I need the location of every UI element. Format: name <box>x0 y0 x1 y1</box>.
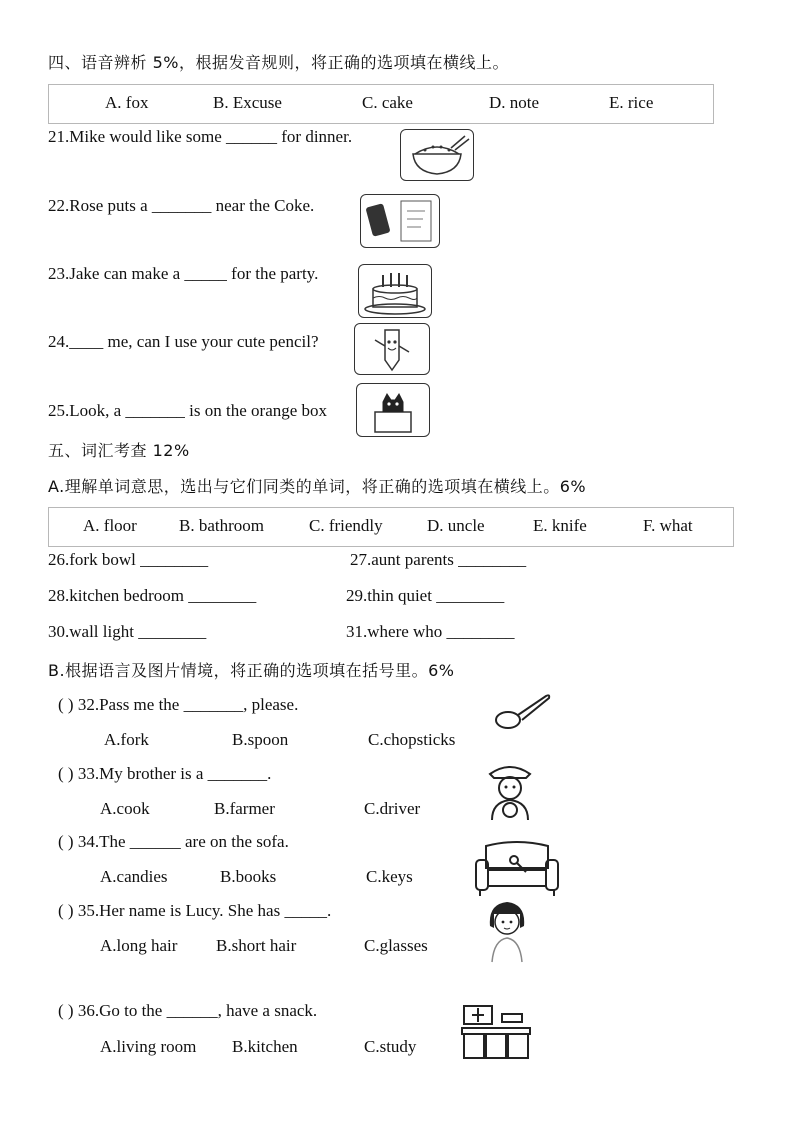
question-21: 21.Mike would like some ______ for dinner. <box>48 127 353 146</box>
item-27: 27.aunt parents ________ <box>350 550 527 569</box>
choice-33-b: B.farmer <box>214 799 275 818</box>
question-22: 22.Rose puts a _______ near the Coke. <box>48 196 315 215</box>
fox-on-box-icon <box>356 383 430 437</box>
section5-options-box <box>48 507 734 547</box>
choice-34-c: C.keys <box>366 867 413 886</box>
pencil-character-icon <box>354 323 430 375</box>
option-f: F. what <box>643 516 693 535</box>
option-d: D. uncle <box>427 516 485 535</box>
option-a: A. floor <box>83 516 137 535</box>
question-25: 25.Look, a _______ is on the orange box <box>48 401 328 420</box>
choice-34-b: B.books <box>220 867 277 886</box>
driver-icon <box>482 760 538 822</box>
option-c: C. friendly <box>309 516 383 535</box>
option-b: B. bathroom <box>179 516 264 535</box>
option-a: A. fox <box>105 93 149 112</box>
section4-options-box <box>48 84 714 124</box>
item-31: 31.where who ________ <box>346 622 515 641</box>
choice-36-a: A.living room <box>100 1037 197 1056</box>
section4-heading: 四、语音辨析 5%，根据发音规则，将正确的选项填在横线上。 <box>48 53 509 72</box>
choice-34-a: A.candies <box>100 867 168 886</box>
question-32: ( ) 32.Pass me the _______, please. <box>58 695 299 714</box>
option-b: B. Excuse <box>213 93 282 112</box>
kitchen-icon <box>460 1002 532 1060</box>
choice-35-a: A.long hair <box>100 936 178 955</box>
question-23: 23.Jake can make a _____ for the party. <box>48 264 319 283</box>
choice-36-c: C.study <box>364 1037 417 1056</box>
cake-icon <box>358 264 432 318</box>
note-icon <box>360 194 440 248</box>
choice-33-a: A.cook <box>100 799 150 818</box>
section5-parta-heading: A.理解单词意思，选出与它们同类的单词，将正确的选项填在横线上。6% <box>48 477 587 496</box>
question-33: ( ) 33.My brother is a _______. <box>58 764 272 783</box>
question-34: ( ) 34.The ______ are on the sofa. <box>58 832 289 851</box>
question-35: ( ) 35.Her name is Lucy. She has _____. <box>58 901 332 920</box>
rice-bowl-icon <box>400 129 474 181</box>
option-e: E. rice <box>609 93 654 112</box>
choice-35-b: B.short hair <box>216 936 297 955</box>
option-e: E. knife <box>533 516 587 535</box>
option-c: C. cake <box>362 93 413 112</box>
item-26: 26.fork bowl ________ <box>48 550 209 569</box>
choice-32-a: A.fork <box>104 730 149 749</box>
spoon-icon <box>494 690 554 732</box>
choice-32-b: B.spoon <box>232 730 289 749</box>
option-d: D. note <box>489 93 540 112</box>
girl-short-hair-icon <box>482 898 532 964</box>
question-36: ( ) 36.Go to the ______, have a snack. <box>58 1001 318 1020</box>
question-24: 24.____ me, can I use your cute pencil? <box>48 332 319 351</box>
section5-heading: 五、词汇考查 12% <box>48 441 190 460</box>
section5-partb-heading: B.根据语言及图片情境，将正确的选项填在括号里。6% <box>48 661 455 680</box>
choice-36-b: B.kitchen <box>232 1037 298 1056</box>
choice-32-c: C.chopsticks <box>368 730 456 749</box>
item-30: 30.wall light ________ <box>48 622 207 641</box>
item-28: 28.kitchen bedroom ________ <box>48 586 257 605</box>
sofa-keys-icon <box>474 838 560 898</box>
choice-35-c: C.glasses <box>364 936 428 955</box>
item-29: 29.thin quiet ________ <box>346 586 505 605</box>
choice-33-c: C.driver <box>364 799 421 818</box>
